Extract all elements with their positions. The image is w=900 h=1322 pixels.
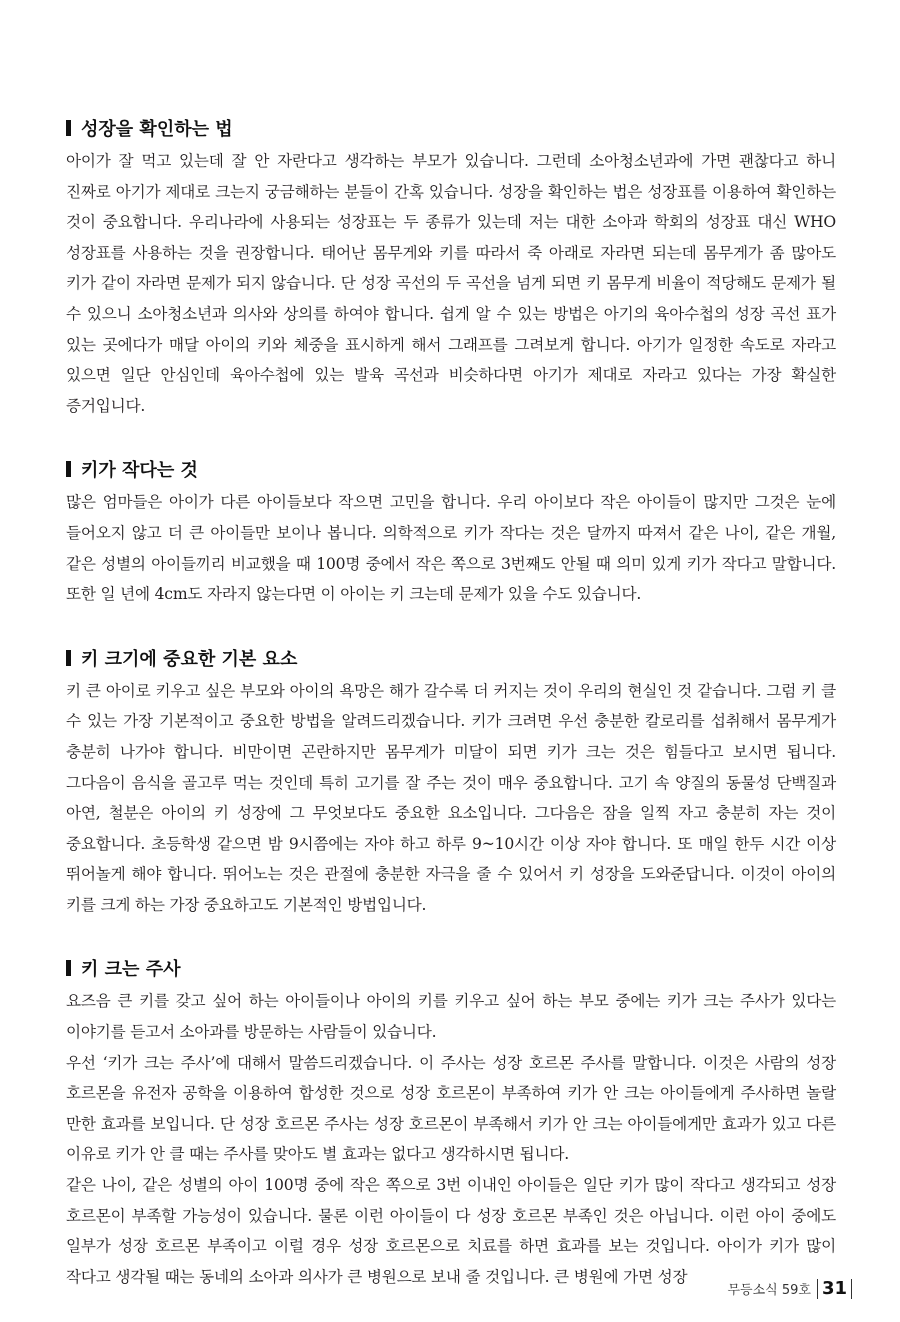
page-number: 31 [821,1278,847,1299]
section-title: 키 크기에 중요한 기본 요소 [81,648,298,670]
paragraph: 키 큰 아이로 키우고 싶은 부모와 아이의 욕망은 해가 갈수록 더 커지는 것이 우리의 현실인 것 같습니다. 그럼 키 클 수 있는 가장 기본적이고 중요한 방법을 알려드리겠습니다. 키가 크려면 우선 충분한 칼로리를 섭취해서 몸무게가 충분히 나가야 합니다. 비만이면 곤란하지만 몸무게가 미달이 되면 키가 크는 것은 힘들다고 보시면 됩니다. 그다음이 음식을 골고루 먹는 것인데 특히 고기를 잘 주는 것이 매우 중요합니다. 고기 속 양질의 동물성 단백질과 아연, 철분은 아이의 키 성장에 그 무엇보다도 중요한 요소입니다. 그다음은 잠을 일찍 자고 충분히 자는 것이 중요합니다. 초등학생 같으면 밤 9시쯤에는 자야 하고 하루 9~10시간 이상 자야 합니다. 또 매일 한두 시간 이상 뛰어놀게 해야 합니다. 뛰어노는 것은 관절에 충분한 자극을 줄 수 있어서 키 성장을 도와준답니다. 이것이 아이의 키를 크게 하는 가장 중요하고도 기본적인 방법입니다. [66,681,836,914]
heading-marker-icon [66,120,71,136]
divider [817,1279,818,1299]
section-basic-factors [66,640,836,921]
paragraph: 우선 ‘키가 크는 주사’에 대해서 말씀드리겠습니다. 이 주사는 성장 호르몬 주사를 말합니다. 이것은 사람의 성장 호르몬을 유전자 공학을 이용하여 합성한 것으로 성장 호르몬이 부족하여 키가 안 크는 아이들에게 주사하면 놀랄 만한 효과를 보입니다. 단 성장 호르몬 주사는 성장 호르몬이 부족해서 키가 안 크는 아이들에게만 효과가 있고 다른 이유로 키가 안 클 때는 주사를 맞아도 별 효과는 없다고 생각하시면 됩니다. [66,1053,836,1164]
divider [851,1279,852,1299]
paragraph: 아이가 잘 먹고 있는데 잘 안 자란다고 생각하는 부모가 있습니다. 그런데 소아청소년과에 가면 괜찮다고 하니 진짜로 아기가 제대로 크는지 궁금해하는 분들이 간혹 있습니다. 성장을 확인하는 법은 성장표를 이용하여 확인하는 것이 중요합니다. 우리나라에 사용되는 성장표는 두 종류가 있는데 저는 대한 소아과 학회의 성장표 대신 WHO 성장표를 사용하는 것을 권장합니다. 태어난 몸무게와 키를 따라서 죽 아래로 자라면 되는데 몸무게가 좀 많아도 키가 같이 자라면 문제가 되지 않습니다. 단 성장 곡선의 두 곡선을 넘게 되면 키 몸무게 비율이 적당해도 문제가 될 수 있으니 소아청소년과 의사와 상의를 하여야 합니다. 쉽게 알 수 있는 방법은 아기의 육아수첩의 성장 곡선 표가 있는 곳에다가 매달 아이의 키와 체중을 표시하게 해서 그래프를 그려보게 합니다. 아기가 일정한 속도로 자라고 있으면 일단 안심인데 육아수첩에 있는 발육 곡선과 비슷하다면 아기가 제대로 자라고 있다는 가장 확실한 증거입니다. [66,152,836,415]
article-body [66,110,836,1322]
section-heading [66,451,836,487]
heading-marker-icon [66,960,71,976]
section-title: 키 크는 주사 [81,959,181,981]
section-short-stature [66,451,836,609]
section-title: 성장을 확인하는 법 [81,119,233,140]
section-heading [66,110,836,146]
section-heading [66,640,836,676]
heading-marker-icon [66,650,71,666]
section-title: 키가 작다는 것 [81,460,198,482]
page-footer [727,1278,852,1299]
section-heading [66,950,836,986]
paragraph: 요즈음 큰 키를 갖고 싶어 하는 아이들이나 아이의 키를 키우고 싶어 하는 부모 중에는 키가 크는 주사가 있다는 이야기를 듣고서 소아과를 방문하는 사람들이 있습니다. [66,992,836,1042]
section-growth-check [66,110,836,421]
section-growth-injection [66,950,836,1292]
paragraph: 같은 나이, 같은 성별의 아이 100명 중에 작은 쪽으로 3번 이내인 아이들은 일단 키가 많이 작다고 생각되고 성장 호르몬이 부족할 가능성이 있습니다. 물론 이런 아이들이 다 성장 호르몬 부족인 것은 아닙니다. 이런 아이 중에도 일부가 성장 호르몬 부족이고 이럴 경우 성장 호르몬으로 치료를 하면 효과를 보는 것입니다. 아이가 키가 많이 작다고 생각될 때는 동네의 소아과 의사가 큰 병원으로 보내 줄 것입니다. 큰 병원에 가면 성장 [66,1176,836,1286]
heading-marker-icon [66,461,71,477]
paragraph: 많은 엄마들은 아이가 다른 아이들보다 작으면 고민을 합니다. 우리 아이보다 작은 아이들이 많지만 그것은 눈에 들어오지 않고 더 큰 아이들만 보이나 봅니다. 의학적으로 키가 작다는 것은 달까지 따져서 같은 나이, 같은 개월, 같은 성별의 아이들끼리 비교했을 때 100명 중에서 작은 쪽으로 3번째도 안될 때 의미 있게 키가 작다고 말합니다. 또한 일 년에 4cm도 자라지 않는다면 이 아이는 키 크는데 문제가 있을 수도 있습니다. [66,493,836,604]
issue-label: 무등소식 59호 [727,1283,811,1298]
